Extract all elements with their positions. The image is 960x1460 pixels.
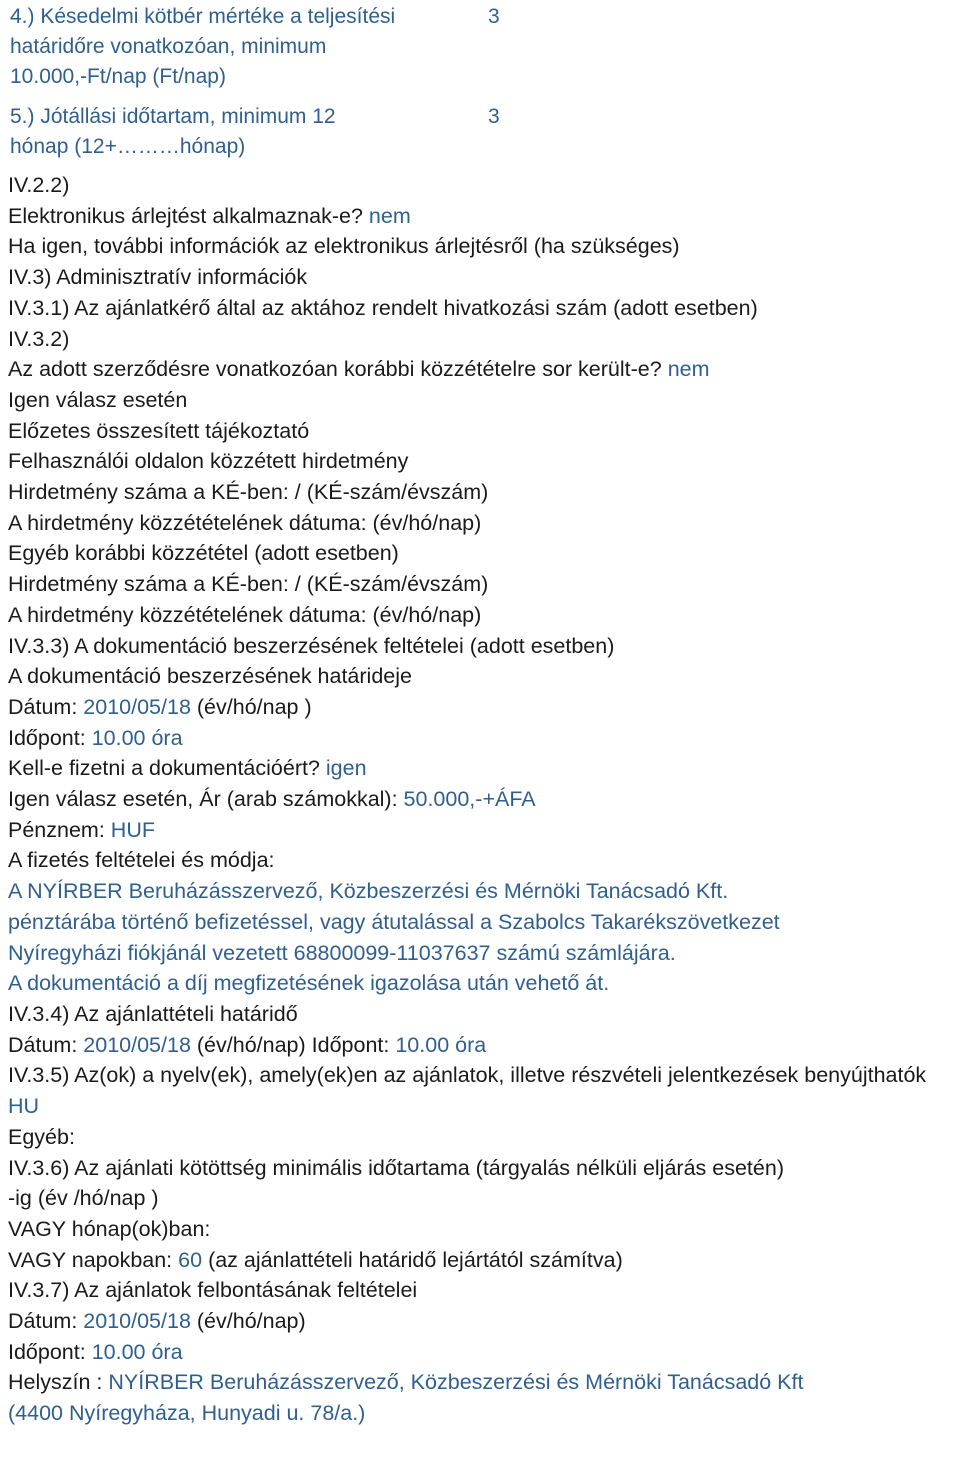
question-text: Az adott szerződésre vonatkozóan korábbi közzétételre sor került-e? (8, 357, 662, 382)
section-heading: IV.3.5) Az(ok) a nyelv(ek), amely(ek)en az ajánlatok, illetve részvételi jelentkezések benyújthatók (8, 1063, 927, 1088)
date-value: 2010/05/18 (83, 1309, 191, 1334)
language-value: HU (8, 1094, 40, 1119)
section-heading: IV.3.1) Az ajánlatkérő által az aktához rendelt hivatkozási szám (adott esetben) (8, 295, 758, 320)
criterion-line: 4.) Késedelmi kötbér mértéke a teljesítési (10, 5, 396, 28)
text-line: Felhasználói oldalon közzétett hirdetmény (8, 449, 409, 474)
criterion-line: hónap (12+………hónap) (10, 135, 246, 158)
text-line: A hirdetmény közzétételének dátuma: (év/hó/nap) (8, 602, 482, 627)
criterion-row (10, 2, 528, 92)
currency-label: Pénznem: (8, 817, 105, 842)
tender-deadline-line (8, 1030, 956, 1061)
evaluation-criteria (10, 2, 528, 162)
price-line (8, 784, 956, 815)
section-heading: IV.3.7) Az ajánlatok felbontásának feltételei (8, 1278, 418, 1303)
payment-terms-line: Nyíregyházi fiókjánál vezetett 68800099-11037637 számú számlájára. (8, 940, 676, 965)
text-line: Hirdetmény száma a KÉ-ben: / (KÉ-szám/évszám) (8, 480, 489, 505)
eauction-question (8, 201, 956, 232)
section-heading: IV.2.2) (8, 173, 70, 197)
criterion-line: 10.000,-Ft/nap (Ft/nap) (10, 65, 226, 88)
text-line: A fizetés feltételei és módja: (8, 848, 275, 873)
text-line: A hirdetmény közzétételének dátuma: (év/hó/nap) (8, 510, 482, 535)
section-heading: IV.3.2) (8, 326, 70, 351)
date-value: 2010/05/18 (83, 694, 191, 719)
doc-time-line (8, 723, 956, 754)
time-label: Időpont: (311, 1032, 390, 1057)
section-heading: IV.3.3) A dokumentáció beszerzésének feltételei (adott esetben) (8, 633, 615, 658)
criterion-name (10, 102, 488, 162)
time-value: 10.00 óra (91, 725, 183, 750)
time-label: Időpont: (8, 725, 86, 750)
payment-terms-line: A dokumentáció a díj megfizetésének igazolása után vehető át. (8, 971, 610, 996)
criterion-line: 5.) Jótállási időtartam, minimum 12 (10, 105, 336, 128)
time-value: 10.00 óra (395, 1032, 487, 1057)
date-label: Dátum: (8, 694, 78, 719)
text-line: Egyéb korábbi közzététel (adott esetben) (8, 541, 399, 566)
section-heading: IV.3.4) Az ajánlattételi határidő (8, 1001, 298, 1026)
text-line: Egyéb: (8, 1124, 75, 1149)
price-value: 50.000,-+ÁFA (403, 787, 536, 812)
question-text: Kell-e fizetni a dokumentációért? (8, 756, 320, 781)
text-line: Ha igen, további információk az elektronikus árlejtésről (ha szükséges) (8, 234, 680, 259)
date-label: Dátum: (8, 1032, 78, 1057)
place-address: (4400 Nyíregyháza, Hunyadi u. 78/a.) (8, 1401, 366, 1426)
date-format: (év/hó/nap) (196, 1309, 306, 1334)
criterion-weight: 3 (488, 5, 500, 28)
opening-time-line (8, 1337, 956, 1368)
criterion-line: határidőre vonatkozóan, minimum (10, 35, 327, 58)
question-text: Elektronikus árlejtést alkalmaznak-e? (8, 203, 363, 228)
criterion-weight: 3 (488, 105, 500, 128)
notice-body (8, 170, 956, 1429)
place-label: Helyszín : (8, 1370, 103, 1395)
payment-question (8, 753, 956, 784)
place-line (8, 1367, 956, 1398)
payment-terms-line: pénztárába történő befizetéssel, vagy átutalással a Szabolcs Takarékszövetkezet (8, 909, 780, 934)
opening-date-line (8, 1306, 956, 1337)
currency-value: HUF (110, 817, 155, 842)
text-line: Előzetes összesített tájékoztató (8, 418, 310, 443)
answer-value: nem (368, 203, 411, 228)
price-label: Igen válasz esetén, Ár (arab számokkal): (8, 787, 398, 812)
section-heading: IV.3) Adminisztratív információk (8, 265, 308, 290)
date-label: Dátum: (8, 1309, 78, 1334)
text-line: Hirdetmény száma a KÉ-ben: / (KÉ-szám/évszám) (8, 572, 489, 597)
time-label: Időpont: (8, 1339, 86, 1364)
text-line: A dokumentáció beszerzésének határideje (8, 664, 412, 689)
section-heading: IV.3.6) Az ajánlati kötöttség minimális időtartama (tárgyalás nélküli eljárás esetén) (8, 1155, 784, 1180)
text-line: VAGY hónap(ok)ban: (8, 1216, 211, 1241)
criterion-name (10, 2, 488, 92)
text-line: -ig (év /hó/nap ) (8, 1186, 159, 1211)
time-value: 10.00 óra (91, 1339, 183, 1364)
criterion-row (10, 102, 528, 162)
date-format: (év/hó/nap ) (196, 694, 312, 719)
date-format: (év/hó/nap) (196, 1032, 306, 1057)
answer-value: igen (325, 756, 367, 781)
text-line: Igen válasz esetén (8, 387, 188, 412)
answer-value: nem (667, 357, 710, 382)
days-label: VAGY napokban: (8, 1247, 173, 1272)
place-value: NYÍRBER Beruházásszervező, Közbeszerzési és Mérnöki Tanácsadó Kft (108, 1370, 804, 1395)
currency-line (8, 815, 956, 846)
payment-terms-line: A NYÍRBER Beruházásszervező, Közbeszerzési és Mérnöki Tanácsadó Kft. (8, 879, 729, 904)
days-value: 60 (178, 1247, 203, 1272)
days-line (8, 1245, 956, 1276)
doc-date-line (8, 692, 956, 723)
date-value: 2010/05/18 (83, 1032, 191, 1057)
days-suffix: (az ajánlattételi határidő lejártától számítva) (208, 1247, 623, 1272)
prev-publication-question (8, 354, 956, 385)
